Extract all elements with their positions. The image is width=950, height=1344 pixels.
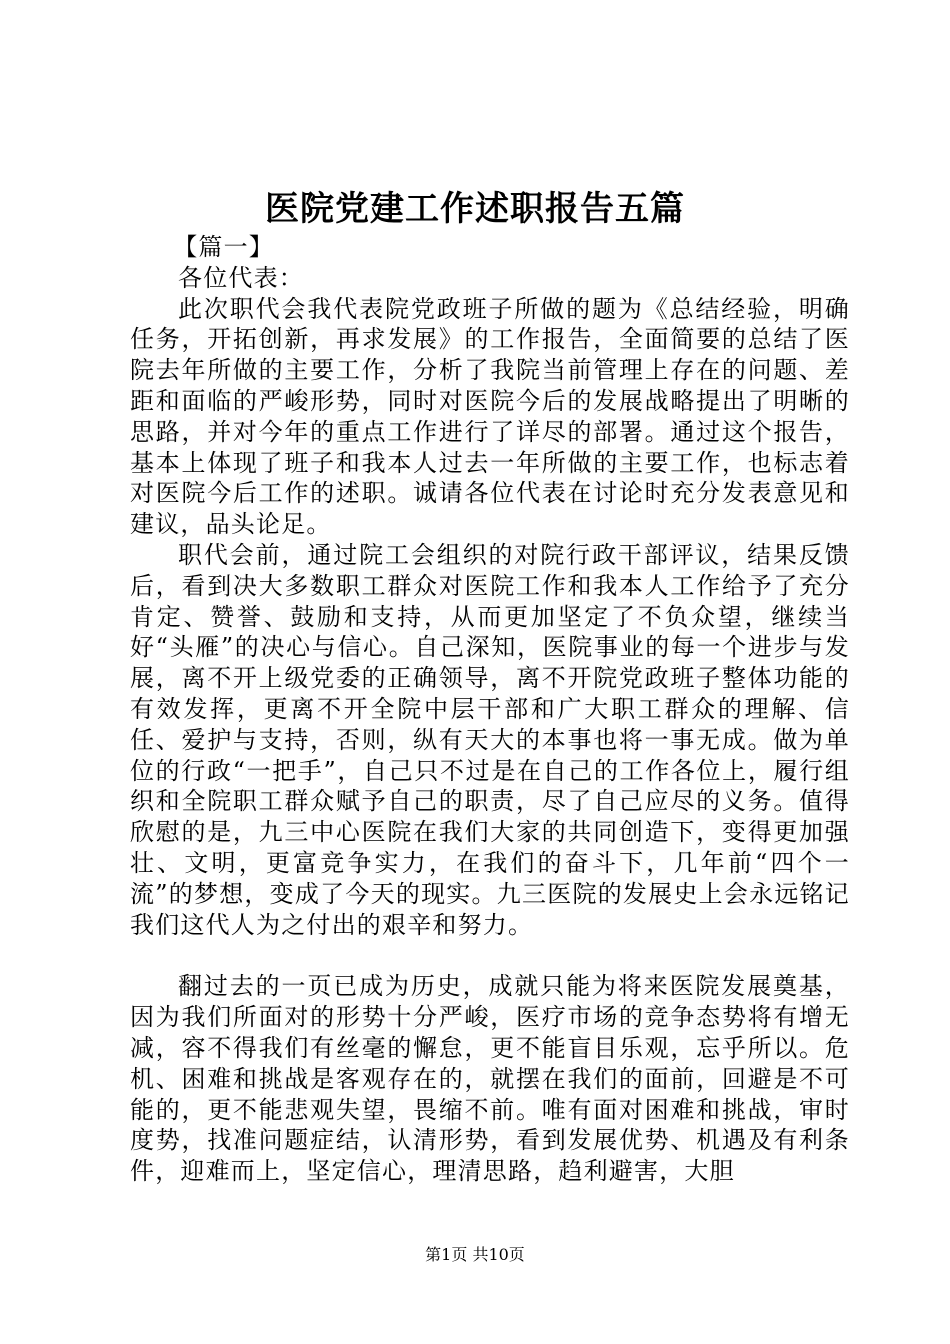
document-body [130,232,850,1187]
page-number: 第1页 共10页 [425,1245,525,1264]
greeting-line: 各位代表： [178,263,304,292]
paragraph: 翻过去的一页已成为历史，成就只能为将来医院发展奠基，因为我们所面对的形势十分严峻，医疗市场的竞争态势将有增无减，容不得我们有丝毫的懈怠，更不能盲目乐观，忘乎所以。危机、困难和挑战是客观存在的，就摆在我们的面前，回避是不可能的，更不能悲观失望，畏缩不前。唯有面对困难和挑战，审时度势，找准问题症结，认清形势，看到发展优势、机遇及有利条件，迎难而上，坚定信心，理清思路，趋利避害，大胆 [130,972,850,1186]
document-title: 医院党建工作述职报告五篇 [265,189,685,229]
paragraph: 此次职代会我代表院党政班子所做的题为《总结经验，明确任务，开拓创新，再求发展》的工作报告，全面简要的总结了医院去年所做的主要工作，分析了我院当前管理上存在的问题、差距和面临的严峻形势，同时对医院今后的发展战略提出了明晰的思路，并对今年的重点工作进行了详尽的部署。通过这个报告，基本上体现了班子和我本人过去一年所做的主要工作，也标志着对医院今后工作的述职。诚请各位代表在讨论时充分发表意见和建议，品头论足。 [130,294,850,539]
section-tag: 【篇一】 [173,233,274,261]
paragraph: 职代会前，通过院工会组织的对院行政干部评议，结果反馈后，看到决大多数职工群众对医院工作和我本人工作给予了充分肯定、赞誉、鼓励和支持，从而更加坚定了不负众望，继续当好“头雁”的决心与信心。自己深知，医院事业的每一个进步与发展，离不开上级党委的正确领导，离不开院党政班子整体功能的有效发挥，更离不开全院中层干部和广大职工群众的理解、信任、爱护与支持，否则，纵有天大的本事也将一事无成。做为单位的行政“一把手”，自己只不过是在自己的工作各位上，履行组织和全院职工群众赋予自己的职责，尽了自己应尽的义务。值得欣慰的是，九三中心医院在我们大家的共同创造下，变得更加强壮、文明，更富竞争实力，在我们的奋斗下，几年前“四个一流”的梦想，变成了今天的现实。九三医院的发展史上会永远铭记我们这代人为之付出的艰辛和努力。 [130,540,850,939]
paragraph-spacer [130,940,850,971]
